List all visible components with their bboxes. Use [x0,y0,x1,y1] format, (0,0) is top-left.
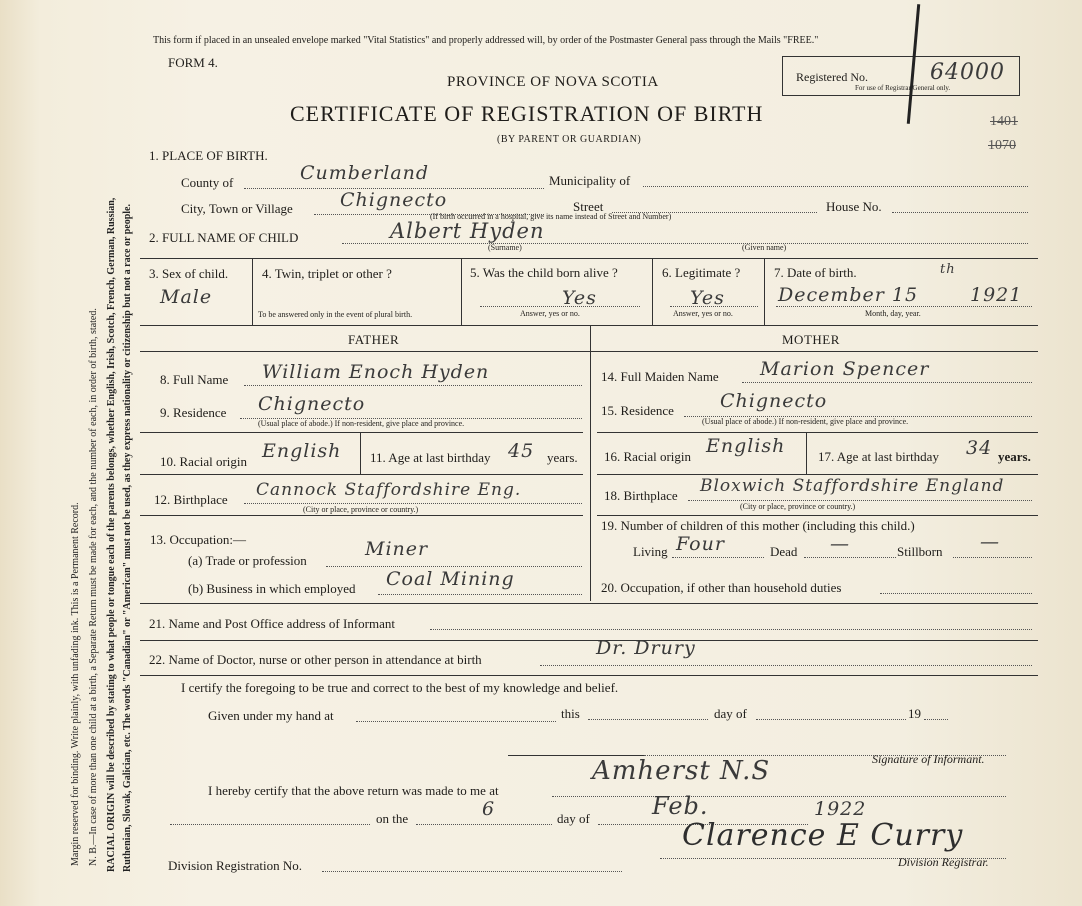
house-line [892,212,1028,213]
registrar-place-line [552,796,1006,797]
business-value: Coal Mining [386,568,515,590]
mother-birthplace-value: Bloxwich Staffordshire England [700,476,1005,496]
born-alive-label: 5. Was the child born alive ? [470,265,618,280]
mother-birthplace-note: (City or place, province or country.) [740,502,856,511]
doctor-divider [140,640,1038,641]
father-row-divider [140,515,583,516]
business-line [378,594,582,595]
row-divider-bottom [140,325,1038,326]
mother-row-divider [597,474,1038,475]
father-age-value: 45 [508,440,535,462]
informant-signature-label: Signature of Informant. [872,752,985,766]
col-divider [764,258,765,325]
parents-heading-divider [140,351,1038,352]
registrar-certify-text: I hereby certify that the above return was made to me at [208,783,499,798]
birth-date-suffix: th [940,262,956,277]
given-under-label: Given under my hand at [208,708,334,723]
mother-age-label: 17. Age at last birthday [818,449,939,464]
father-birthplace-label: 12. Birthplace [154,492,228,507]
informant-certify-text: I certify the foregoing to be true and correct to the best of my knowledge and belief. [181,680,619,695]
given-month-line [756,719,906,720]
surname-note: (Surname) [488,243,522,252]
registrar-use-note: For use of Registrar General only. [855,84,951,92]
trade-value: Miner [365,538,429,560]
hospital-note: (If birth occurred in a hospital, give its name instead of Street and Number) [430,212,672,221]
registrar-signature: Clarence E Curry [682,818,964,853]
mother-birthplace-line [688,500,1032,501]
street-label: Street [573,199,604,214]
margin-note-2: N. B.—In case of more than one child at a birth, a Separate Return must be made for each, and the number of each, in order of birth, stated. [88,308,99,866]
father-birthplace-value: Cannock Staffordshire Eng. [256,480,522,500]
registrar-place-value: Amherst N.S [592,756,771,786]
page-subtitle: (BY PARENT OR GUARDIAN) [497,134,642,145]
father-residence-note: (Usual place of abode.) If non-resident, give place and province. [258,419,465,428]
mother-origin-label: 16. Racial origin [604,449,692,464]
stillborn-value: — [980,531,1000,553]
child-name-value: Albert Hyden [390,219,545,243]
business-label: (b) Business in which employed [188,581,356,596]
stamp-number-2: 1070 [988,138,1016,153]
legitimate-label: 6. Legitimate ? [662,265,741,280]
registrar-day-of-label: day of [557,811,590,826]
year-label: 19 [908,706,921,721]
father-origin-label: 10. Racial origin [160,454,248,469]
doctor-line [540,665,1032,666]
mother-birthplace-label: 18. Birthplace [604,488,678,503]
born-alive-line [480,306,640,307]
twin-label: 4. Twin, triplet or other ? [262,266,392,281]
legitimate-note: Answer, yes or no. [673,309,733,318]
margin-note-4: Ruthenian, Slovak, Galician, etc. The words "Canadian" or "American" must not be used, as they express nationality or citizenship but not a race or people. [122,204,133,872]
father-name-line [244,385,582,386]
living-line [672,557,764,558]
mother-name-line [742,382,1032,383]
mother-origin-value: English [706,435,786,457]
born-alive-note: Answer, yes or no. [520,309,580,318]
living-value: Four [676,533,725,555]
father-name-value: William Enoch Hyden [262,361,490,383]
trade-line [326,566,582,567]
mail-note: This form if placed in an unsealed envelope marked "Vital Statistics" and properly addressed will, by order of the Postmaster General pass through the Mails "FREE." [153,35,819,46]
mother-age-divider [806,432,807,474]
given-place-line [356,721,556,722]
mother-residence-note: (Usual place of abode.) If non-resident, give place and province. [702,417,909,426]
stillborn-line [953,557,1032,558]
registrar-month-value: Feb. [652,792,709,820]
certify-divider [140,675,1038,676]
father-heading: FATHER [348,332,400,347]
col-divider [252,258,253,325]
father-occupation-label: 13. Occupation:— [150,532,247,547]
father-name-label: 8. Full Name [160,372,229,387]
birth-date-year: 1921 [970,284,1023,306]
division-registration-line [322,871,622,872]
day-of-label: day of [714,706,747,721]
city-value: Chignecto [340,189,448,211]
mother-heading: MOTHER [782,332,840,347]
sex-value: Male [160,286,213,308]
registrar-leading-line [170,824,370,825]
stamp-number-1: 1401 [990,114,1018,129]
municipality-label: Municipality of [549,173,631,188]
legitimate-value: Yes [690,287,725,309]
mother-occupation-label: 20. Occupation, if other than household duties [601,580,842,595]
city-label: City, Town or Village [181,201,293,216]
mother-name-value: Marion Spencer [760,358,930,380]
father-row-divider [140,432,583,433]
mother-name-label: 14. Full Maiden Name [601,369,719,384]
birth-date-value: December 15 [778,284,919,306]
margin-note-3: RACIAL ORIGIN will be described by stating to what people or tongue each of the parents belongs, whether English, Irish, Scotch, French, German, Russian, [106,197,117,872]
house-label: House No. [826,199,882,214]
doctor-value: Dr. Drury [596,637,696,659]
division-registration-label: Division Registration No. [168,858,302,873]
child-name-line [342,243,1028,244]
registrar-day-value: 6 [482,798,496,820]
birth-date-line [776,306,1032,307]
informant-divider [140,603,1038,604]
dead-label: Dead [770,544,798,559]
registered-label: Registered No. [796,70,868,84]
this-label: this [561,706,580,721]
given-year-line [924,719,948,720]
on-the-label: on the [376,811,409,826]
birth-date-note: Month, day, year. [865,309,921,318]
given-day-line [588,719,708,720]
given-name-note: (Given name) [742,243,787,252]
informant-label: 21. Name and Post Office address of Informant [149,616,395,631]
registrar-year-value: 1922 [814,798,867,820]
county-label: County of [181,175,234,190]
page-title: CERTIFICATE OF REGISTRATION OF BIRTH [290,101,764,126]
parents-divider [590,326,591,601]
sex-label: 3. Sex of child. [149,266,229,281]
mother-residence-value: Chignecto [720,390,828,412]
dead-line [804,557,896,558]
father-residence-label: 9. Residence [160,405,227,420]
row-divider-top [140,258,1038,259]
children-count-label: 19. Number of children of this mother (including this child.) [601,518,915,533]
birth-date-label: 7. Date of birth. [774,265,857,280]
municipality-line [643,186,1028,187]
registrar-day-line [416,824,552,825]
father-origin-value: English [262,440,342,462]
province-heading: PROVINCE OF NOVA SCOTIA [447,74,659,90]
father-row-divider [140,474,583,475]
place-of-birth-section: 1. PLACE OF BIRTH. [149,148,268,163]
trade-label: (a) Trade or profession [188,553,307,568]
father-residence-value: Chignecto [258,393,366,415]
dead-value: — [830,533,850,555]
form-number: FORM 4. [168,55,218,70]
father-age-divider [360,432,361,474]
county-value: Cumberland [300,162,430,184]
father-birthplace-note: (City or place, province or country.) [303,505,419,514]
col-divider [461,258,462,325]
twin-note: To be answered only in the event of plural birth. [258,310,413,319]
mother-row-divider [597,515,1038,516]
father-age-unit: years. [547,450,578,465]
doctor-label: 22. Name of Doctor, nurse or other person in attendance at birth [149,652,482,667]
registered-value: 64000 [930,60,1005,85]
mother-row-divider [597,432,1038,433]
col-divider [652,258,653,325]
margin-note-1: Margin reserved for binding. Write plainly, with unfading ink. This is a Permanent Record. [70,502,81,866]
legitimate-line [670,306,758,307]
mother-occupation-line [880,593,1032,594]
stillborn-label: Stillborn [897,544,943,559]
mother-age-value: 34 [966,437,993,459]
father-age-label: 11. Age at last birthday [370,450,491,465]
born-alive-value: Yes [562,287,597,309]
child-name-label: 2. FULL NAME OF CHILD [149,230,299,245]
registrar-signature-label: Division Registrar. [898,855,989,869]
father-birthplace-line [244,503,582,504]
mother-residence-label: 15. Residence [601,403,674,418]
living-label: Living [633,544,668,559]
informant-line [430,629,1032,630]
mother-age-unit: years. [998,449,1031,464]
